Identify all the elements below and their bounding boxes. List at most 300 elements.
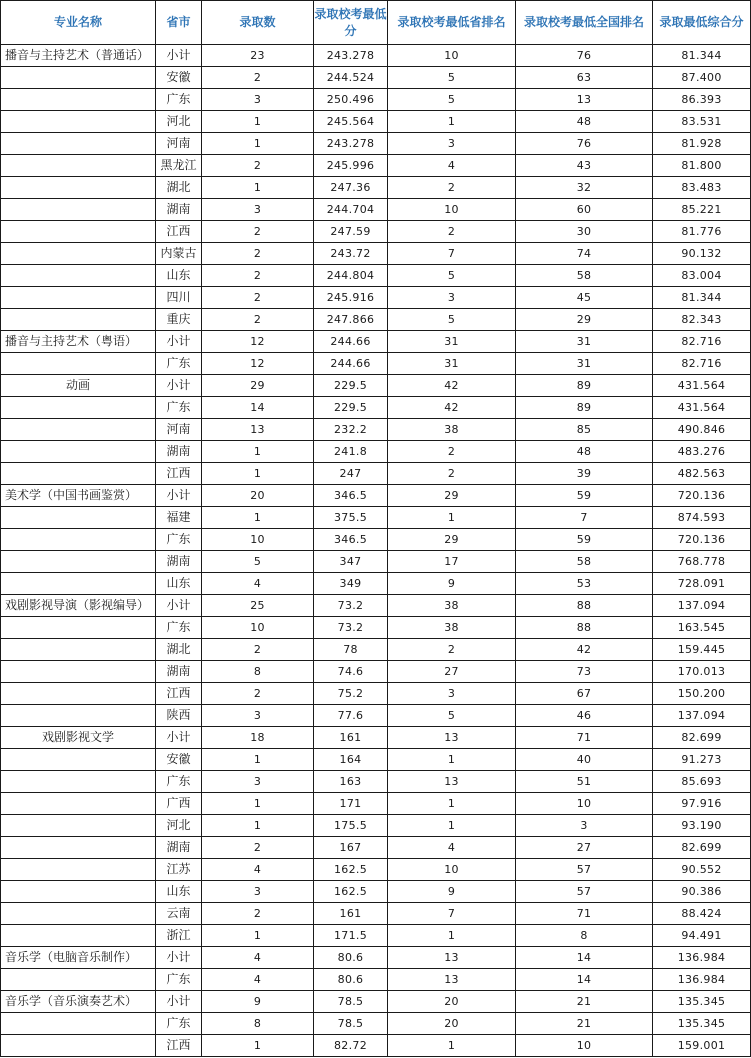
cell-composite: 163.545 [653, 617, 751, 639]
cell-count: 2 [202, 837, 314, 859]
cell-composite: 97.916 [653, 793, 751, 815]
cell-nat-rank: 89 [516, 397, 653, 419]
cell-composite: 137.094 [653, 705, 751, 727]
table-row [1, 595, 751, 617]
cell-major: 动画 [1, 375, 156, 397]
cell-major [1, 243, 156, 265]
cell-count: 1 [202, 925, 314, 947]
cell-count: 18 [202, 727, 314, 749]
cell-province: 广东 [156, 617, 202, 639]
cell-count: 1 [202, 815, 314, 837]
table-row [1, 1013, 751, 1035]
cell-min-score: 75.2 [314, 683, 388, 705]
cell-nat-rank: 8 [516, 925, 653, 947]
cell-count: 1 [202, 507, 314, 529]
cell-min-score: 243.72 [314, 243, 388, 265]
table-row [1, 727, 751, 749]
cell-major [1, 529, 156, 551]
cell-composite: 170.013 [653, 661, 751, 683]
cell-count: 1 [202, 111, 314, 133]
cell-composite: 94.491 [653, 925, 751, 947]
cell-min-score: 243.278 [314, 45, 388, 67]
cell-composite: 83.004 [653, 265, 751, 287]
cell-prov-rank: 31 [388, 353, 516, 375]
cell-min-score: 229.5 [314, 397, 388, 419]
cell-prov-rank: 13 [388, 727, 516, 749]
cell-min-score: 244.704 [314, 199, 388, 221]
cell-min-score: 229.5 [314, 375, 388, 397]
cell-nat-rank: 14 [516, 947, 653, 969]
cell-prov-rank: 17 [388, 551, 516, 573]
cell-province: 湖南 [156, 551, 202, 573]
table-row [1, 243, 751, 265]
cell-province: 内蒙古 [156, 243, 202, 265]
cell-prov-rank: 29 [388, 529, 516, 551]
cell-composite: 431.564 [653, 375, 751, 397]
cell-major [1, 639, 156, 661]
cell-major [1, 177, 156, 199]
cell-major [1, 133, 156, 155]
cell-prov-rank: 5 [388, 67, 516, 89]
cell-count: 12 [202, 353, 314, 375]
table-row [1, 507, 751, 529]
cell-major: 播音与主持艺术（普通话） [1, 45, 156, 67]
cell-province: 广东 [156, 969, 202, 991]
cell-min-score: 73.2 [314, 595, 388, 617]
cell-nat-rank: 29 [516, 309, 653, 331]
cell-major [1, 705, 156, 727]
cell-major: 美术学（中国书画鉴赏） [1, 485, 156, 507]
cell-count: 12 [202, 331, 314, 353]
cell-prov-rank: 31 [388, 331, 516, 353]
cell-prov-rank: 4 [388, 837, 516, 859]
cell-nat-rank: 46 [516, 705, 653, 727]
cell-province: 江西 [156, 683, 202, 705]
cell-count: 2 [202, 265, 314, 287]
cell-nat-rank: 21 [516, 991, 653, 1013]
cell-count: 2 [202, 287, 314, 309]
cell-prov-rank: 1 [388, 111, 516, 133]
table-row [1, 529, 751, 551]
cell-province: 黑龙江 [156, 155, 202, 177]
cell-province: 云南 [156, 903, 202, 925]
cell-province: 安徽 [156, 67, 202, 89]
cell-major [1, 859, 156, 881]
cell-prov-rank: 29 [388, 485, 516, 507]
cell-nat-rank: 74 [516, 243, 653, 265]
cell-major [1, 837, 156, 859]
cell-count: 20 [202, 485, 314, 507]
cell-province: 河北 [156, 111, 202, 133]
cell-nat-rank: 76 [516, 133, 653, 155]
cell-major [1, 551, 156, 573]
header-major: 专业名称 [1, 1, 156, 45]
cell-major: 戏剧影视导演（影视编导） [1, 595, 156, 617]
cell-province: 小计 [156, 727, 202, 749]
cell-composite: 82.699 [653, 727, 751, 749]
cell-min-score: 161 [314, 903, 388, 925]
cell-composite: 768.778 [653, 551, 751, 573]
cell-province: 江西 [156, 1035, 202, 1057]
cell-prov-rank: 20 [388, 991, 516, 1013]
cell-major [1, 463, 156, 485]
cell-nat-rank: 67 [516, 683, 653, 705]
cell-min-score: 244.66 [314, 353, 388, 375]
cell-major [1, 441, 156, 463]
table-row [1, 67, 751, 89]
table-row [1, 617, 751, 639]
cell-count: 1 [202, 133, 314, 155]
cell-min-score: 244.804 [314, 265, 388, 287]
cell-nat-rank: 53 [516, 573, 653, 595]
cell-nat-rank: 27 [516, 837, 653, 859]
cell-prov-rank: 38 [388, 595, 516, 617]
cell-composite: 136.984 [653, 947, 751, 969]
table-row [1, 463, 751, 485]
cell-major [1, 507, 156, 529]
cell-major [1, 925, 156, 947]
cell-composite: 431.564 [653, 397, 751, 419]
header-min-score: 录取校考最低分 [314, 1, 388, 45]
cell-composite: 90.552 [653, 859, 751, 881]
cell-prov-rank: 13 [388, 969, 516, 991]
cell-count: 23 [202, 45, 314, 67]
cell-min-score: 162.5 [314, 859, 388, 881]
cell-prov-rank: 1 [388, 793, 516, 815]
cell-province: 河北 [156, 815, 202, 837]
cell-composite: 490.846 [653, 419, 751, 441]
cell-province: 四川 [156, 287, 202, 309]
cell-composite: 91.273 [653, 749, 751, 771]
header-province: 省市 [156, 1, 202, 45]
cell-prov-rank: 10 [388, 199, 516, 221]
header-min-prov-rank: 录取校考最低省排名 [388, 1, 516, 45]
cell-min-score: 346.5 [314, 485, 388, 507]
cell-min-score: 80.6 [314, 947, 388, 969]
cell-major [1, 309, 156, 331]
header-min-composite: 录取最低综合分 [653, 1, 751, 45]
cell-nat-rank: 48 [516, 441, 653, 463]
cell-major: 播音与主持艺术（粤语） [1, 331, 156, 353]
cell-count: 3 [202, 881, 314, 903]
cell-province: 浙江 [156, 925, 202, 947]
cell-count: 8 [202, 661, 314, 683]
table-row [1, 309, 751, 331]
cell-min-score: 375.5 [314, 507, 388, 529]
cell-count: 14 [202, 397, 314, 419]
cell-province: 广东 [156, 771, 202, 793]
cell-province: 广东 [156, 1013, 202, 1035]
cell-major [1, 199, 156, 221]
cell-count: 2 [202, 221, 314, 243]
cell-province: 河南 [156, 133, 202, 155]
cell-min-score: 245.564 [314, 111, 388, 133]
cell-composite: 81.344 [653, 287, 751, 309]
table-row [1, 331, 751, 353]
table-row [1, 221, 751, 243]
cell-count: 2 [202, 309, 314, 331]
cell-count: 4 [202, 573, 314, 595]
table-row [1, 991, 751, 1013]
cell-count: 25 [202, 595, 314, 617]
cell-composite: 159.001 [653, 1035, 751, 1057]
cell-prov-rank: 38 [388, 419, 516, 441]
cell-prov-rank: 1 [388, 815, 516, 837]
header-row [1, 1, 751, 45]
cell-prov-rank: 5 [388, 705, 516, 727]
cell-province: 小计 [156, 375, 202, 397]
cell-province: 小计 [156, 331, 202, 353]
table-row [1, 881, 751, 903]
cell-prov-rank: 3 [388, 683, 516, 705]
table-row [1, 859, 751, 881]
cell-prov-rank: 10 [388, 45, 516, 67]
cell-nat-rank: 48 [516, 111, 653, 133]
cell-nat-rank: 59 [516, 485, 653, 507]
cell-nat-rank: 13 [516, 89, 653, 111]
cell-count: 2 [202, 683, 314, 705]
cell-composite: 87.400 [653, 67, 751, 89]
cell-major [1, 111, 156, 133]
cell-min-score: 171 [314, 793, 388, 815]
cell-min-score: 232.2 [314, 419, 388, 441]
cell-major [1, 221, 156, 243]
cell-count: 2 [202, 67, 314, 89]
cell-nat-rank: 31 [516, 331, 653, 353]
cell-count: 3 [202, 199, 314, 221]
cell-province: 湖南 [156, 199, 202, 221]
cell-prov-rank: 42 [388, 397, 516, 419]
cell-prov-rank: 13 [388, 947, 516, 969]
table-header [1, 1, 751, 45]
cell-composite: 720.136 [653, 485, 751, 507]
cell-prov-rank: 1 [388, 925, 516, 947]
table-row [1, 133, 751, 155]
cell-nat-rank: 14 [516, 969, 653, 991]
cell-count: 10 [202, 617, 314, 639]
table-row [1, 45, 751, 67]
cell-major [1, 881, 156, 903]
cell-min-score: 164 [314, 749, 388, 771]
cell-min-score: 250.496 [314, 89, 388, 111]
cell-count: 3 [202, 771, 314, 793]
cell-composite: 82.699 [653, 837, 751, 859]
cell-prov-rank: 3 [388, 287, 516, 309]
cell-major [1, 969, 156, 991]
cell-composite: 88.424 [653, 903, 751, 925]
cell-major: 戏剧影视文学 [1, 727, 156, 749]
cell-composite: 136.984 [653, 969, 751, 991]
cell-nat-rank: 7 [516, 507, 653, 529]
table-row [1, 177, 751, 199]
cell-min-score: 77.6 [314, 705, 388, 727]
cell-count: 1 [202, 1035, 314, 1057]
cell-nat-rank: 71 [516, 903, 653, 925]
cell-province: 广西 [156, 793, 202, 815]
cell-min-score: 346.5 [314, 529, 388, 551]
cell-nat-rank: 63 [516, 67, 653, 89]
table-row [1, 771, 751, 793]
cell-composite: 83.531 [653, 111, 751, 133]
cell-composite: 85.221 [653, 199, 751, 221]
cell-province: 湖南 [156, 837, 202, 859]
cell-province: 湖南 [156, 661, 202, 683]
cell-composite: 81.776 [653, 221, 751, 243]
cell-nat-rank: 58 [516, 551, 653, 573]
cell-prov-rank: 4 [388, 155, 516, 177]
cell-nat-rank: 31 [516, 353, 653, 375]
table-body [1, 45, 751, 1057]
cell-nat-rank: 58 [516, 265, 653, 287]
table-row [1, 441, 751, 463]
cell-major [1, 89, 156, 111]
cell-composite: 720.136 [653, 529, 751, 551]
table-row [1, 265, 751, 287]
cell-min-score: 163 [314, 771, 388, 793]
cell-major [1, 1035, 156, 1057]
cell-min-score: 347 [314, 551, 388, 573]
cell-major [1, 617, 156, 639]
cell-count: 4 [202, 969, 314, 991]
cell-province: 安徽 [156, 749, 202, 771]
cell-major [1, 67, 156, 89]
cell-nat-rank: 59 [516, 529, 653, 551]
cell-province: 江西 [156, 463, 202, 485]
cell-nat-rank: 57 [516, 859, 653, 881]
cell-count: 5 [202, 551, 314, 573]
cell-count: 2 [202, 243, 314, 265]
cell-composite: 83.483 [653, 177, 751, 199]
table-row [1, 353, 751, 375]
cell-count: 3 [202, 705, 314, 727]
table-row [1, 705, 751, 727]
cell-count: 29 [202, 375, 314, 397]
table-row [1, 89, 751, 111]
cell-province: 小计 [156, 991, 202, 1013]
cell-prov-rank: 13 [388, 771, 516, 793]
cell-prov-rank: 27 [388, 661, 516, 683]
cell-major [1, 683, 156, 705]
table-row [1, 903, 751, 925]
cell-nat-rank: 60 [516, 199, 653, 221]
cell-composite: 483.276 [653, 441, 751, 463]
cell-composite: 86.393 [653, 89, 751, 111]
cell-major [1, 903, 156, 925]
cell-count: 2 [202, 155, 314, 177]
cell-prov-rank: 5 [388, 89, 516, 111]
cell-major [1, 793, 156, 815]
cell-count: 2 [202, 903, 314, 925]
cell-province: 福建 [156, 507, 202, 529]
cell-count: 10 [202, 529, 314, 551]
table-row [1, 925, 751, 947]
cell-min-score: 78.5 [314, 1013, 388, 1035]
table-row [1, 683, 751, 705]
cell-min-score: 73.2 [314, 617, 388, 639]
cell-province: 重庆 [156, 309, 202, 331]
cell-composite: 82.343 [653, 309, 751, 331]
cell-province: 小计 [156, 947, 202, 969]
cell-major [1, 419, 156, 441]
table-row [1, 155, 751, 177]
cell-min-score: 247.59 [314, 221, 388, 243]
cell-major [1, 815, 156, 837]
cell-count: 1 [202, 749, 314, 771]
cell-province: 广东 [156, 529, 202, 551]
cell-prov-rank: 42 [388, 375, 516, 397]
table-row [1, 661, 751, 683]
cell-nat-rank: 43 [516, 155, 653, 177]
cell-province: 江苏 [156, 859, 202, 881]
cell-nat-rank: 3 [516, 815, 653, 837]
table-row [1, 111, 751, 133]
cell-min-score: 244.524 [314, 67, 388, 89]
cell-nat-rank: 40 [516, 749, 653, 771]
cell-province: 小计 [156, 45, 202, 67]
cell-prov-rank: 10 [388, 859, 516, 881]
cell-min-score: 161 [314, 727, 388, 749]
cell-province: 湖北 [156, 177, 202, 199]
cell-province: 广东 [156, 397, 202, 419]
cell-province: 湖北 [156, 639, 202, 661]
cell-prov-rank: 5 [388, 265, 516, 287]
cell-province: 广东 [156, 89, 202, 111]
cell-min-score: 243.278 [314, 133, 388, 155]
table-row [1, 199, 751, 221]
cell-composite: 874.593 [653, 507, 751, 529]
cell-prov-rank: 2 [388, 177, 516, 199]
cell-count: 1 [202, 793, 314, 815]
cell-nat-rank: 76 [516, 45, 653, 67]
cell-min-score: 78.5 [314, 991, 388, 1013]
cell-nat-rank: 10 [516, 1035, 653, 1057]
cell-province: 江西 [156, 221, 202, 243]
cell-min-score: 78 [314, 639, 388, 661]
cell-prov-rank: 20 [388, 1013, 516, 1035]
cell-major [1, 661, 156, 683]
cell-major [1, 287, 156, 309]
cell-composite: 85.693 [653, 771, 751, 793]
cell-composite: 81.344 [653, 45, 751, 67]
cell-count: 9 [202, 991, 314, 1013]
cell-min-score: 247.866 [314, 309, 388, 331]
table-row [1, 1035, 751, 1057]
cell-province: 陕西 [156, 705, 202, 727]
cell-prov-rank: 1 [388, 1035, 516, 1057]
cell-count: 2 [202, 639, 314, 661]
cell-min-score: 162.5 [314, 881, 388, 903]
cell-min-score: 80.6 [314, 969, 388, 991]
table-row [1, 573, 751, 595]
cell-major [1, 353, 156, 375]
cell-nat-rank: 88 [516, 595, 653, 617]
cell-prov-rank: 9 [388, 881, 516, 903]
cell-province: 湖南 [156, 441, 202, 463]
cell-composite: 81.928 [653, 133, 751, 155]
cell-composite: 82.716 [653, 353, 751, 375]
cell-prov-rank: 9 [388, 573, 516, 595]
table-row [1, 375, 751, 397]
cell-composite: 150.200 [653, 683, 751, 705]
cell-nat-rank: 32 [516, 177, 653, 199]
cell-count: 13 [202, 419, 314, 441]
table-row [1, 397, 751, 419]
table-row [1, 551, 751, 573]
cell-major [1, 771, 156, 793]
table-row [1, 793, 751, 815]
header-count: 录取数 [202, 1, 314, 45]
cell-count: 4 [202, 859, 314, 881]
